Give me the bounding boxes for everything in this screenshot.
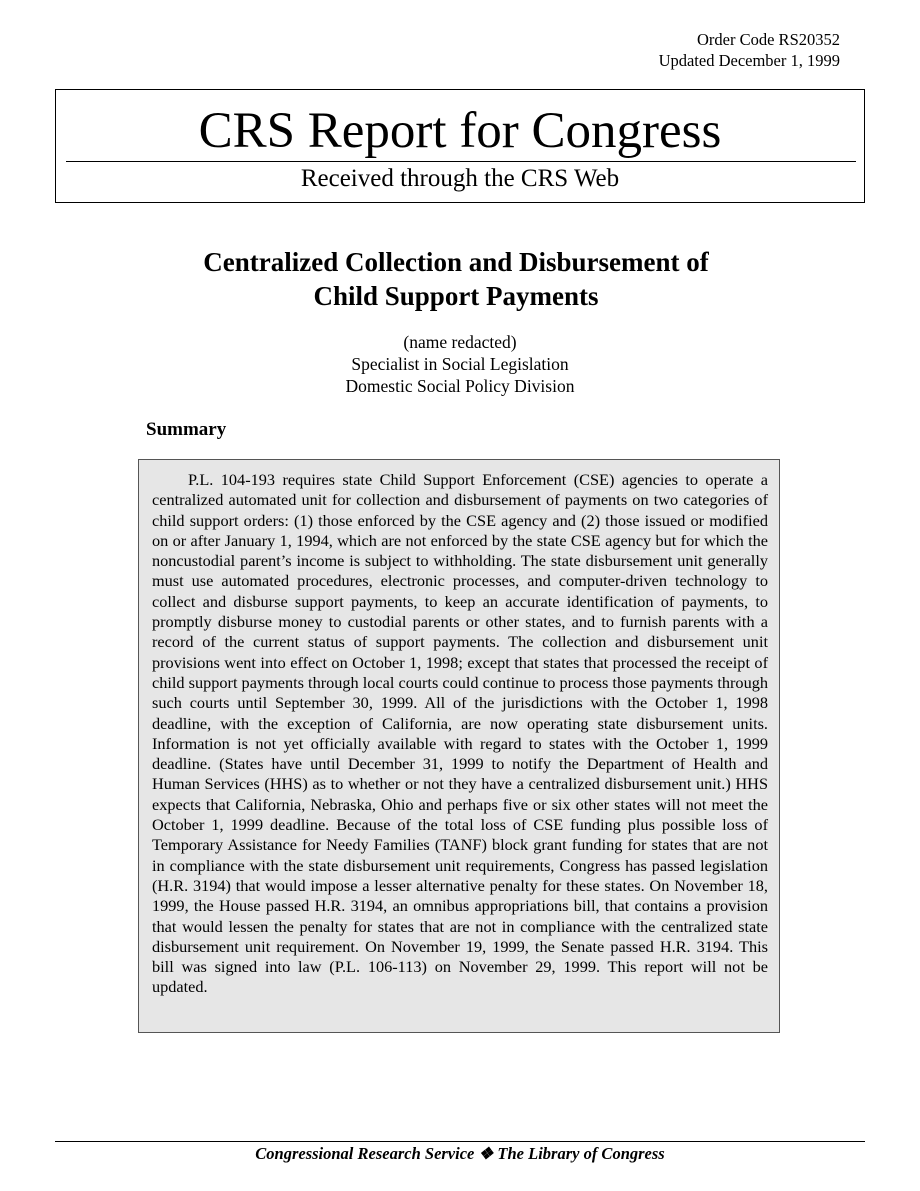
report-title-line-2: Child Support Payments bbox=[313, 281, 599, 311]
footer-text: Congressional Research Service ❖ The Library of Congress bbox=[255, 1144, 665, 1163]
author-position: Specialist in Social Legislation bbox=[351, 354, 569, 374]
header-subtitle: Received through the CRS Web bbox=[300, 165, 620, 192]
summary-box bbox=[138, 459, 780, 1033]
header-title: CRS Report for Congress bbox=[198, 103, 722, 159]
order-code: Order Code RS20352 bbox=[697, 30, 840, 49]
header-divider bbox=[66, 161, 856, 162]
author-name: (name redacted) bbox=[403, 332, 517, 352]
report-title-line-1: Centralized Collection and Disbursement of bbox=[203, 247, 709, 277]
report-title bbox=[0, 245, 912, 313]
summary-heading: Summary bbox=[146, 419, 227, 440]
footer-divider bbox=[55, 1141, 865, 1142]
author-division: Domestic Social Policy Division bbox=[345, 376, 575, 396]
summary-text: P.L. 104-193 requires state Child Support Enforcement (CSE) agencies to operate a centralized automated unit for collection and disbursement of payments on two categories of child support orders: (1) those enforced by the CSE agency and (2) those issued or modified on or after January 1, 1994, which are not enforced by the state CSE agency but for which the noncustodial parent’s income is subject to withholding. The state disbursement unit generally must use automated procedures, electronic processes, and computer-driven technology to collect and disburse support payments, to keep an accurate identification of payments, to promptly disburse money to custodial parents or other states, and to furnish parents with a record of the current status of support payments. The collection and disbursement unit provisions went into effect on October 1, 1998; except that states that processed the receipt of child support payments through local courts could continue to process those payments through such courts until September 30, 1999. All of the jurisdictions with the October 1, 1998 deadline, with the exception of California, are now operating state disbursement units. Information is not yet officially available with regard to states with the October 1, 1999 deadline. (States have until December 31, 1999 to notify the Department of Health and Human Services (HHS) as to whether or not they have a centralized disbursement unit.) HHS expects that California, Nebraska, Ohio and perhaps five or six other states will not meet the October 1, 1999 deadline. Because of the total loss of CSE funding plus possible loss of Temporary Assistance for Needy Families (TANF) block grant funding for states that are not in compliance with the state disbursement unit requirements, Congress has passed legislation (H.R. 3194) that would impose a lesser alternative penalty for these states. On November 18, 1999, the House passed H.R. 3194, an omnibus appropriations bill, that contains a provision that would lessen the penalty for states that are not in compliance with the centralized state disbursement unit requirement. On November 19, 1999, the Senate passed H.R. 3194. This bill was signed into law (P.L. 106-113) on November 29, 1999. This report will not be updated. bbox=[152, 470, 768, 997]
author-block bbox=[0, 331, 920, 397]
updated-date: Updated December 1, 1999 bbox=[658, 51, 840, 70]
report-header-box bbox=[55, 89, 865, 203]
order-info bbox=[659, 29, 840, 71]
